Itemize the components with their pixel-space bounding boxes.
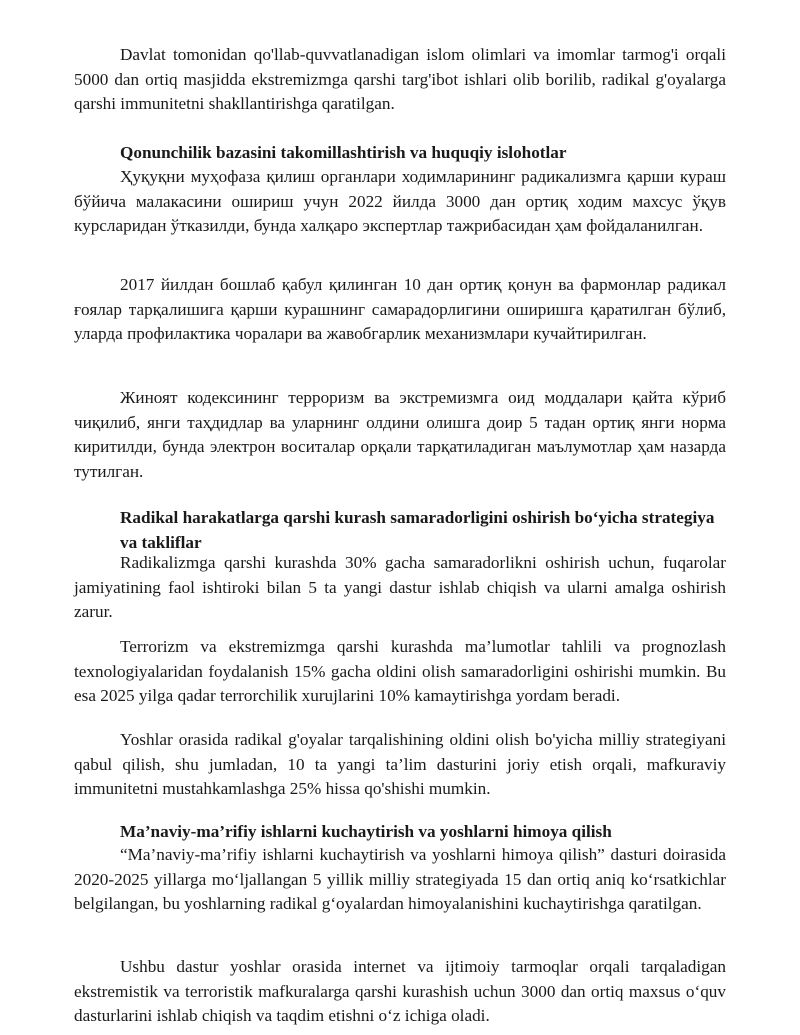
paragraph: Ushbu dastur yoshlar orasida internet va ijtimoiy tarmoqlar orqali tarqaladigan ekstremistik va terroristik mafkuralarga qarshi kurashish uchun 3000 dan ortiq maxsus o‘quv dasturlarini ishlab chiqish va taqdim etishni o‘z ichiga oladi. [74, 957, 726, 1026]
section-heading: Ma’naviy-ma’rifiy ishlarni kuchaytirish va yoshlarni himoya qilish [120, 822, 612, 841]
paragraph: Terrorizm va ekstremizmga qarshi kurashda ma’lumotlar tahlili va prognozlash texnologiyalaridan foydalanish 15% gacha oldini olish samaradorligini oshirishi mumkin. Bu esa 2025 yilga qadar terrorchilik xurujlarini 10% kamaytirishga yordam beradi. [74, 637, 726, 706]
paragraph: Davlat tomonidan qo'llab-quvvatlanadigan islom olimlari va imomlar tarmog'i orqali 5000 dan ortiq masjidda ekstremizmga qarshi targ'ibot ishlari olib borilib, radikal g'oyalarga qarshi immunitetni shakllantirishga qaratilgan. [74, 45, 726, 114]
paragraph: Radikalizmga qarshi kurashda 30% gacha samaradorlikni oshirish uchun, fuqarolar jamiyatining faol ishtiroki bilan 5 ta yangi dastur ishlab chiqish va ularni amalga oshirish zarur. [74, 553, 726, 622]
paragraph: Yoshlar orasida radikal g'oyalar tarqalishining oldini olish bo'yicha milliy strategiyani qabul qilish, shu jumladan, 10 ta yangi ta’lim dasturini joriy etish orqali, mafkuraviy immunitetni mustahkamlashga 25% hissa qo'shishi mumkin. [74, 730, 726, 799]
paragraph: “Ma’naviy-ma’rifiy ishlarni kuchaytirish va yoshlarni himoya qilish” dasturi doirasida 2020-2025 yillarga mo‘ljallangan 5 yillik milliy strategiyada 15 dan ortiq aniq ko‘rsatkichlar belgilangan, bu yoshlarning radikal g‘oyalardan himoyalanishini kuchaytirishga qaratilgan. [74, 845, 726, 914]
paragraph: 2017 йилдан бошлаб қабул қилинган 10 дан ортиқ қонун ва фармонлар радикал ғоялар тарқалишига қарши курашнинг самарадорлигини оширишга қаратилган бўлиб, уларда профилактика чоралари ва жавобгарлик механизмлари кучайтирилган. [74, 275, 726, 344]
paragraph: Ҳуқуқни муҳофаза қилиш органлари ходимларининг радикализмга қарши кураш бўйича малакасини ошириш учун 2022 йилда 3000 дан ортиқ ходим махсус ўқув курсларидан ўтказилди, бунда халқаро экспертлар тажрибасидан ҳам фойдаланилган. [74, 167, 726, 236]
paragraph: Жиноят кодексининг терроризм ва экстремизмга оид моддалари қайта кўриб чиқилиб, янги таҳдидлар ва уларнинг олдини олишга доир 5 тадан ортиқ янги норма киритилди, бунда электрон воситалар орқали тарқатиладиган маълумотлар ҳам назарда тутилган. [74, 388, 726, 481]
section-heading: Qonunchilik bazasini takomillashtirish va huquqiy islohotlar [120, 143, 567, 162]
section-heading: Radikal harakatlarga qarshi kurash samaradorligini oshirish bo‘yicha strategiya va takliflar [120, 508, 715, 552]
